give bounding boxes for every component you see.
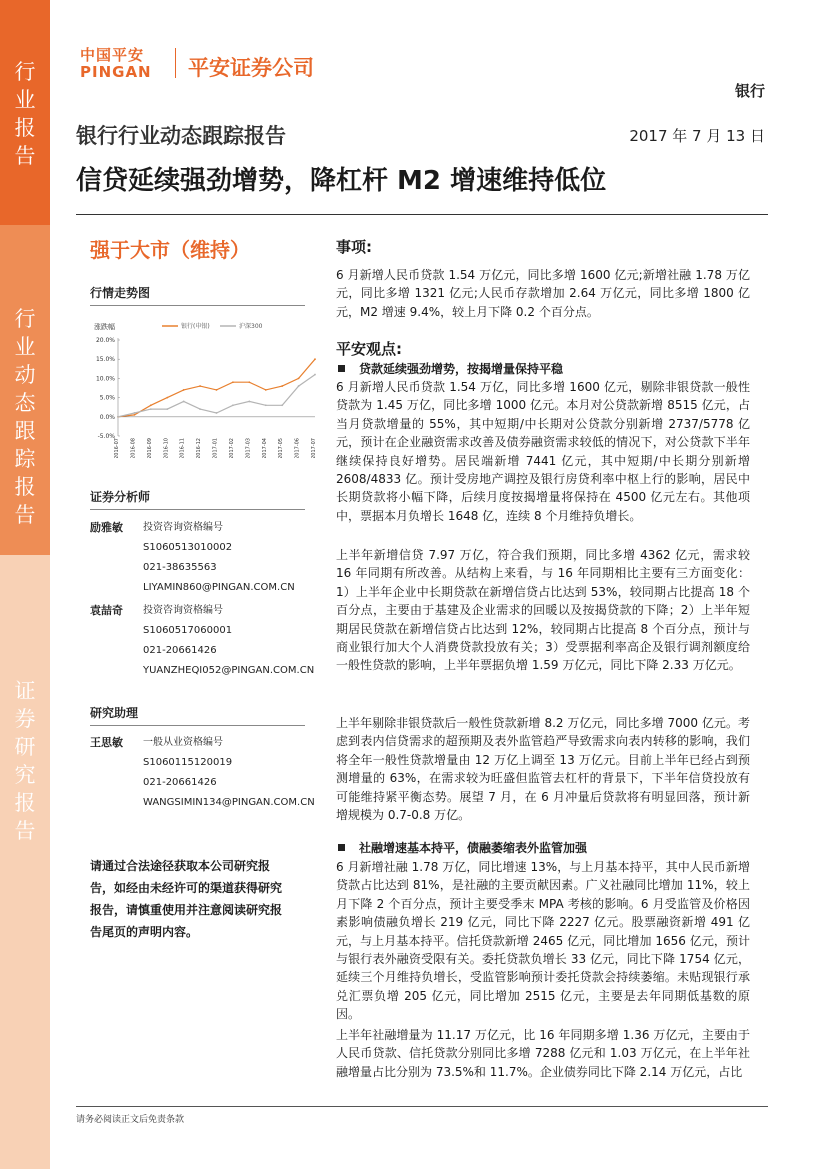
analyst-name: 励雅敏 (90, 521, 123, 534)
sidebar-char: 报 (14, 791, 36, 815)
data-point (117, 416, 119, 418)
sidebar-char: 跟 (14, 419, 36, 443)
data-point (134, 412, 136, 414)
data-point (248, 401, 250, 403)
y-tick-label: 15.0% (95, 356, 115, 364)
y-tick-label: -5.0% (97, 433, 115, 440)
industry-tag: 银行 (734, 82, 765, 100)
sidebar-char: 证 (14, 679, 36, 703)
x-tick-label: 2017-07 (311, 438, 317, 458)
sidebar-char: 行 (14, 307, 36, 331)
sidebar-char: 券 (14, 707, 36, 731)
analyst-email[interactable]: LIYAMIN860@PINGAN.COM.CN (143, 582, 295, 593)
x-tick-label: 2016-12 (196, 438, 203, 458)
rating-label: 强于大市（维持） (90, 238, 250, 262)
page-title: 信贷延续强劲增势，降杠杆 M2 增速维持低位 (76, 166, 607, 196)
analyst-cert-label: 投资咨询资格编号 (143, 522, 223, 533)
y-tick-label: 10.0% (95, 375, 115, 383)
data-point (150, 404, 152, 406)
bullet-2-text: 社融增速基本持平，债融萎缩表外监管加强 (359, 841, 588, 855)
assistant-email[interactable]: WANGSIMIN134@PINGAN.COM.CN (143, 797, 315, 808)
disclaimer: 请通过合法途径获取本公司研究报告，如经由未经许可的渠道获得研究报告，请慎重使用并注意阅读研究报告尾页的声明内容。 (90, 859, 283, 939)
data-point (199, 385, 201, 387)
x-tick-label: 2016-08 (130, 438, 137, 458)
paragraph-5: 上半年社融增量为 11.17 万亿元，比 16 年同期多增 1.36 万亿元，主要由于人民币贷款、信托贷款分别同比多增 7288 亿元和 1.03 万亿元，在上半年社融增量占比分别为 73.5%和 11.7%。企业债券同比下降 2.14 万亿元，占比 (336, 1028, 750, 1079)
analyst-heading: 证券分析师 (90, 488, 305, 510)
data-point (298, 385, 300, 387)
analyst-phone: 021-38635563 (143, 562, 217, 573)
sidebar-char: 告 (14, 144, 36, 168)
data-point (314, 358, 316, 360)
legend-label: 沪深300 (239, 323, 263, 330)
data-point (216, 412, 218, 414)
data-point (199, 408, 201, 410)
data-point (232, 404, 234, 406)
data-point (265, 389, 267, 391)
data-point (265, 404, 267, 406)
legend-label: 银行(申银) (181, 323, 210, 330)
data-point (183, 389, 185, 391)
sidebar-char: 业 (14, 335, 36, 359)
data-point (298, 378, 300, 380)
data-point (150, 408, 152, 410)
y-tick-label: 5.0% (99, 394, 115, 402)
y-tick-label: 20.0% (95, 337, 115, 344)
analyst-cert-number: S1060517060001 (143, 625, 233, 636)
title-divider (76, 214, 768, 215)
paragraph-1: 6 月新增人民币贷款 1.54 万亿，同比多增 1600 亿元，剔除非银贷款一般性贷款为 1.45 万亿，同比多增 1000 亿元。本月对公贷款新增 8515 亿元，占当月贷款增量的 55%，其中短期/中长期对公贷款分别新增 2737/5778 亿元，预计在企业融资需求改善及债券融资需求较低的情况下，对公贷款下半年继续保持良好增势。居民端新增 7441 亿元，其中短期/中长期分别新增 2608/4833 亿。预计受房地产调控及银行房贷利率中枢上行的影响，居民中长期贷款将小幅下降，后续月度按揭增量将保持在 4500 亿元左右。其他项中，票据本月负增长 1648 亿，连续 8 个月维持负增长。 (336, 380, 750, 523)
shixiang-heading: 事项: (336, 238, 372, 256)
sidebar-char: 告 (14, 819, 36, 843)
report-date: 2017 年 7 月 13 日 (629, 127, 765, 145)
bullet-1-text: 贷款延续强劲增势，按揭增量保持平稳 (359, 362, 564, 376)
x-tick-label: 2017-04 (261, 438, 268, 458)
x-tick-label: 2017-06 (294, 438, 301, 458)
sidebar (0, 0, 50, 1169)
analyst-1 (90, 518, 325, 598)
sidebar-char: 报 (14, 475, 36, 499)
data-point (281, 385, 283, 387)
x-tick-label: 2016-11 (179, 438, 186, 458)
data-point (248, 381, 250, 383)
sidebar-char: 报 (14, 116, 36, 140)
paragraph-2: 上半年新增信贷 7.97 万亿，符合我们预期，同比多增 4362 亿元，需求较 16 年同期有所改善。从结构上来看，与 16 年同期相比主要有三方面变化：1）上半年企业中长期贷款在新增信贷占比达到 53%，较同期占比提高 18 个百分点，主要由于基建及企业需求的回暖以及按揭贷款的下降；2）上半年短期居民贷款在新增信贷占比达到 12%，较同期占比提高 8 个百分点，预计与商业银行加大个人消费贷款投放有关；3）受票据利率高企及银行调剂额度给一般性贷款的影响，上半年票据负增 1.59 万亿元，同比下降 2.33 万亿元。 (336, 548, 750, 673)
data-point (183, 401, 185, 403)
assistant-name: 王思敏 (90, 736, 123, 749)
paragraph-4: 6 月新增社融 1.78 万亿，同比增速 13%，与上月基本持平，其中人民币新增贷款占比达到 81%，是社融的主要贡献因素。广义社融同比增加 11%，较上月下降 2 个百分点，预计主要受季末 MPA 考核的影响。6 月受监管及价格因素影响债融负增长 219 亿元，同比下降 2227 亿元。股票融资新增 491 亿元，与上月基本持平。信托贷款新增 2465 亿元，同比增加 1656 亿元，预计与银行表外融资受限有关。委托贷款负增长 33 亿元，同比下降 1754 亿元，延续三个月维持负增长，受监管影响预计委托贷款会持续萎缩。未贴现银行承兑汇票负增 205 亿元，同比增加 2515 亿元，主要是去年同期低基数的原因。 (336, 860, 750, 1022)
analyst-name: 袁喆奇 (90, 604, 123, 617)
company-name: 平安证券公司 (188, 56, 314, 80)
sidebar-char: 研 (14, 735, 36, 759)
bullet-1 (338, 360, 563, 377)
analyst-cert-label: 投资咨询资格编号 (143, 605, 223, 616)
market-chart-svg (90, 318, 320, 458)
analyst-2 (90, 601, 325, 681)
x-tick-label: 2017-01 (212, 438, 219, 458)
paragraph-3: 上半年剔除非银贷款后一般性贷款新增 8.2 万亿元，同比多增 7000 亿元。考虑到表内信贷需求的超预期及表外监管趋严导致需求向表内转移的影响，我们将全年一般性贷款增量由 12 万亿上调至 13 万亿元。目前上半年已经占到预测增量的 63%，在需求较为旺盛但监管去杠杆的背景下，下半年信贷投放有可能维持紧平衡态势。展望 7 月，在 6 月冲量后贷款将有明显回落，预计新增规模为 0.7-0.8 万亿。 (336, 716, 750, 823)
pingan-logo (80, 44, 152, 81)
x-tick-label: 2016-10 (163, 438, 170, 458)
bullet-square-icon (338, 844, 345, 851)
assistant-heading: 研究助理 (90, 704, 305, 726)
x-tick-label: 2017-05 (278, 438, 285, 458)
x-tick-label: 2017-02 (228, 438, 235, 458)
assistant (90, 733, 325, 813)
x-tick-label: 2016-09 (146, 438, 153, 458)
logo-cn: 中国平安 (80, 46, 145, 64)
bullet-square-icon (338, 365, 345, 372)
y-axis-label: 涨跌幅 (94, 323, 115, 331)
sidebar-char: 业 (14, 88, 36, 112)
data-point (232, 381, 234, 383)
sidebar-char: 态 (14, 391, 36, 415)
series-line (118, 375, 315, 417)
x-tick-label: 2016-07 (114, 438, 120, 458)
assistant-cert-number: S1060115120019 (143, 757, 233, 768)
sidebar-char: 行 (14, 60, 36, 84)
view-heading: 平安观点: (336, 340, 402, 358)
logo-divider (175, 48, 176, 78)
sidebar-char: 究 (14, 763, 36, 787)
sidebar-char: 动 (14, 363, 36, 387)
shixiang-text: 6 月新增人民币贷款 1.54 万亿元，同比多增 1600 亿元;新增社融 1.78 万亿元，同比多增 1321 亿元;人民币存款增加 2.64 万亿元，同比多增 1800 亿元，M2 增速 9.4%，较上月下降 0.2 个百分点。 (336, 268, 750, 319)
data-point (166, 408, 168, 410)
bullet-2 (338, 839, 587, 856)
series-line (118, 359, 315, 417)
data-point (166, 397, 168, 399)
market-chart (90, 318, 320, 458)
assistant-phone: 021-20661426 (143, 777, 217, 788)
data-point (216, 389, 218, 391)
data-point (281, 404, 283, 406)
analyst-email[interactable]: YUANZHEQI052@PINGAN.COM.CN (143, 665, 315, 676)
data-point (134, 414, 136, 416)
x-tick-label: 2017-03 (245, 438, 252, 458)
footer-note: 请务必阅读正文后免责条款 (76, 1115, 185, 1125)
report-type: 银行行业动态跟踪报告 (76, 124, 286, 148)
sidebar-char: 告 (14, 503, 36, 527)
y-tick-label: 0.0% (99, 413, 115, 421)
sidebar-block-research (0, 555, 50, 1169)
assistant-cert-label: 一般从业资格编号 (143, 737, 223, 748)
sidebar-block-report (0, 0, 50, 225)
sidebar-char: 踪 (14, 447, 36, 471)
sidebar-block-tracking (0, 225, 50, 555)
chart-heading: 行情走势图 (90, 284, 305, 306)
analyst-cert-number: S1060513010002 (143, 542, 233, 553)
data-point (314, 374, 316, 376)
logo-en: PINGAN (80, 63, 152, 81)
analyst-phone: 021-20661426 (143, 645, 217, 656)
footer-divider (76, 1106, 768, 1107)
